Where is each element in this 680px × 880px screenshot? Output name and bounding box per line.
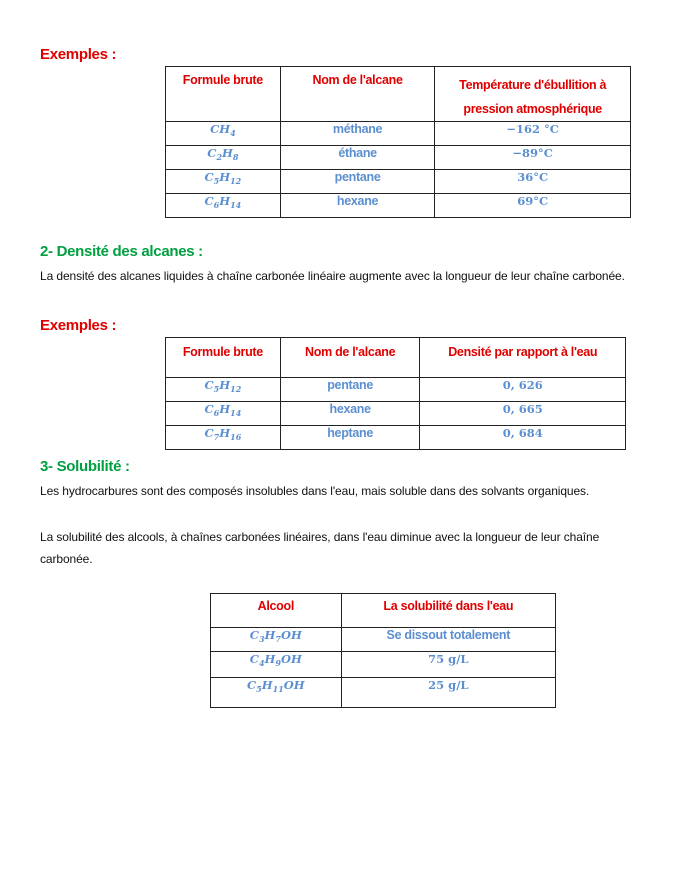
value-cell: 0, 626 <box>420 378 626 402</box>
value-cell: 0, 684 <box>420 426 626 450</box>
table-row <box>211 678 556 708</box>
formula-cell: $C_3H_7OH$ <box>211 628 342 652</box>
density-table <box>165 337 626 450</box>
formula-cell: $C_7H_{16}$ <box>166 426 281 450</box>
value-cell: 0, 665 <box>420 402 626 426</box>
table-row <box>166 378 626 402</box>
header-formula: Formule brute <box>166 67 281 122</box>
header-density: Densité par rapport à l'eau <box>420 338 626 378</box>
alkane-name-cell: éthane <box>280 146 435 170</box>
solubility-table <box>210 593 556 708</box>
value-cell: Se dissout totalement <box>341 628 555 652</box>
table-row <box>211 652 556 678</box>
value-cell: 69°C <box>435 194 631 218</box>
examples-title-1: Exemples : <box>40 46 117 63</box>
table-row <box>166 122 631 146</box>
table-row <box>166 194 631 218</box>
value-cell: 75 g/L <box>341 652 555 678</box>
header-alcohol: Alcool <box>211 594 342 628</box>
formula-cell: $C_5H_{12}$ <box>166 170 281 194</box>
table-row <box>211 628 556 652</box>
formula-cell: $C_2H_8$ <box>166 146 281 170</box>
alkane-name-cell: pentane <box>280 170 435 194</box>
table-row <box>166 170 631 194</box>
formula-cell: $C_5H_{11}OH$ <box>211 678 342 708</box>
header-alkane-name: Nom de l'alcane <box>280 67 435 122</box>
header-solubility: La solubilité dans l'eau <box>341 594 555 628</box>
table-row <box>166 402 626 426</box>
formula-cell: $C_5H_{12}$ <box>166 378 281 402</box>
formula-cell: $CH_4$ <box>166 122 281 146</box>
header-boiling-temperature: Température d'ébullition à pression atmosphérique <box>435 67 631 122</box>
value-cell: 25 g/L <box>341 678 555 708</box>
header-alkane-name: Nom de l'alcane <box>280 338 420 378</box>
solubility-paragraph-2: La solubilité des alcools, à chaînes carbonées linéaires, dans l'eau diminue avec la longueur de leur chaîne carbonée. <box>40 530 600 566</box>
alkane-name-cell: hexane <box>280 194 435 218</box>
formula-cell: $C_4H_9OH$ <box>211 652 342 678</box>
table-row <box>166 146 631 170</box>
alkane-name-cell: hexane <box>280 402 420 426</box>
formula-cell: $C_6H_{14}$ <box>166 402 281 426</box>
alkane-name-cell: méthane <box>280 122 435 146</box>
value-cell: 36°C <box>435 170 631 194</box>
value-cell: −162 °C <box>435 122 631 146</box>
examples-title-2: Exemples : <box>40 317 117 334</box>
section-title-solubility: 3- Solubilité : <box>40 458 130 475</box>
header-formula: Formule brute <box>166 338 281 378</box>
table-row <box>166 426 626 450</box>
alkane-name-cell: pentane <box>280 378 420 402</box>
boiling-point-table <box>165 66 631 218</box>
alkane-name-cell: heptane <box>280 426 420 450</box>
solubility-paragraph-1: Les hydrocarbures sont des composés insolubles dans l'eau, mais soluble dans des solvants organiques. <box>40 484 590 498</box>
formula-cell: $C_6H_{14}$ <box>166 194 281 218</box>
section-title-density: 2- Densité des alcanes : <box>40 243 203 260</box>
density-paragraph: La densité des alcanes liquides à chaîne carbonée linéaire augmente avec la longueur de leur chaîne carbonée. <box>40 269 625 283</box>
value-cell: −89°C <box>435 146 631 170</box>
